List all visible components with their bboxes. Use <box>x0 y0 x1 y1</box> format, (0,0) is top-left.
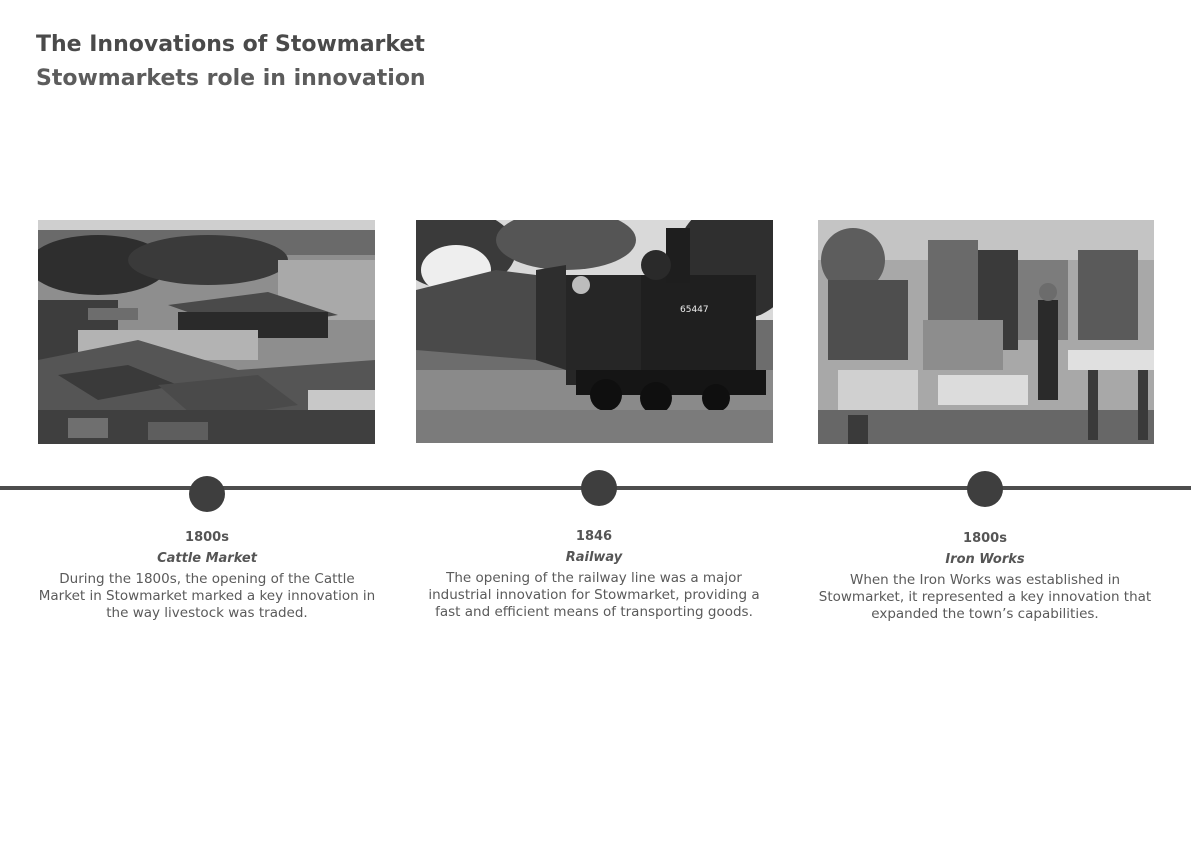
timeline-marker-cattle-market <box>189 476 225 512</box>
timeline-marker-iron-works <box>967 471 1003 507</box>
page-title: The Innovations of Stowmarket <box>36 32 425 57</box>
timeline-marker-railway <box>581 470 617 506</box>
event-cattle-market <box>36 530 378 622</box>
event-description: When the Iron Works was established in Stowmarket, it represented a key innovation that expanded the town’s capabilities. <box>818 572 1152 622</box>
event-year: 1800s <box>963 531 1007 546</box>
event-description: The opening of the railway line was a major industrial innovation for Stowmarket, providing a fast and efficient means of transporting goods. <box>428 570 760 620</box>
locomotive-number: 65447 <box>680 305 709 315</box>
event-year: 1846 <box>575 529 613 544</box>
event-description: During the 1800s, the opening of the Cattle Market in Stowmarket marked a key innovation in the way livestock was traded. <box>38 571 376 621</box>
event-iron-works <box>812 531 1158 623</box>
page-subtitle: Stowmarkets role in innovation <box>36 66 426 91</box>
event-title: Railway <box>565 550 623 565</box>
cattle-market-photo <box>38 220 375 444</box>
event-title: Cattle Market <box>157 551 257 566</box>
iron-works-photo <box>818 220 1154 444</box>
event-railway <box>418 529 770 621</box>
event-title: Iron Works <box>945 552 1025 567</box>
railway-photo <box>416 220 773 443</box>
event-year: 1800s <box>185 530 229 545</box>
